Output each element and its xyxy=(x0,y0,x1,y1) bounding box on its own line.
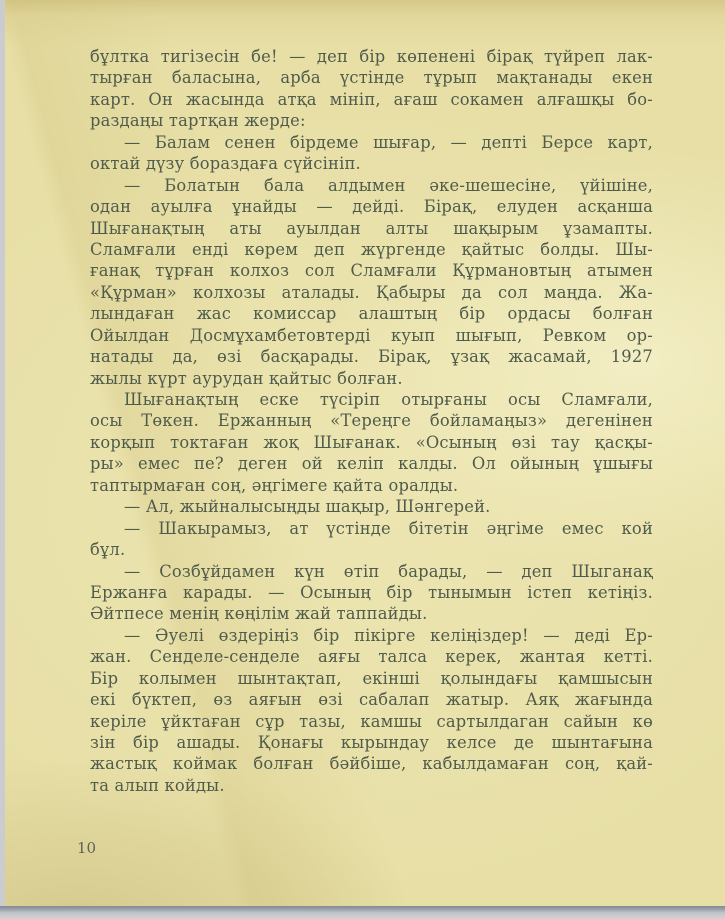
scan-bottom-edge xyxy=(0,906,725,919)
text-line: екі бүктеп, өз аяғын өзі сабалап жатыр. Аяқ жағында xyxy=(90,690,653,710)
text-line: октай дүзу бораздаға сүйсініп. xyxy=(90,154,361,174)
text-line: ғанақ тұрған колхоз сол Сламғали Құрмановтың атымен xyxy=(90,261,653,281)
text-line: жылы күрт аурудан қайтыс болған. xyxy=(90,368,403,388)
text-line: — Болатын бала алдымен әке-шешесіне, үйішіне, xyxy=(124,175,653,195)
text-line: «Құрман» колхозы аталады. Қабыры да сол маңда. Жа- xyxy=(90,282,653,302)
text-line: Ержанға карады. — Осының бір тынымын істеп кетіңіз. xyxy=(90,582,653,602)
text-line: натады да, өзі басқарады. Бірақ, ұзақ жасамай, 1927 xyxy=(90,347,653,367)
text-line: карт. Он жасында атқа мініп, ағаш сокамен алғашқы бо- xyxy=(90,89,653,109)
text-line: жастық коймак болған бәйбіше, кабылдамаған соң, қай- xyxy=(90,754,653,774)
text-line: бұл. xyxy=(90,540,126,560)
paper-sheet xyxy=(5,0,725,907)
text-line: зін бір ашады. Қонағы кырындау келсе де шынтағына xyxy=(90,733,653,752)
text-block xyxy=(90,46,653,796)
page-number: 10 xyxy=(77,839,97,857)
text-line: — Созбұйдамен күн өтіп барады, — деп Шыганақ xyxy=(124,561,653,581)
text-line: та алып койды. xyxy=(90,775,225,795)
text-line: ры» емес пе? деген ой келіп калды. Ол ойының ұшығы xyxy=(90,454,653,474)
text-line: — Шакырамыз, ат үстінде бітетін әңгіме емес кой xyxy=(124,518,653,538)
text-line: Бір колымен шынтақтап, екінші қолындағы қамшысын xyxy=(90,668,653,688)
text-line: — Балам сенен бірдеме шығар, — депті Берсе карт, xyxy=(124,132,653,152)
text-line: Шығанақтың еске түсіріп отырғаны осы Сламғали, xyxy=(124,390,653,409)
text-line: осы Төкен. Ержанның «Тереңге бойламаңыз» дегенінен xyxy=(90,411,653,431)
text-line: керіле ұйктаған сұр тазы, камшы сартылдаган сайын кө xyxy=(90,711,653,731)
text-line: Ойылдан Досмұхамбетовтерді куып шығып, Ревком ор- xyxy=(90,325,653,345)
text-line: таптырмаған соң, әңгімеге қайта оралды. xyxy=(90,475,459,495)
text-line: Шығанақтың аты ауылдан алты шақырым ұзамапты. xyxy=(90,218,653,238)
text-line: Әйтпесе менің көңілім жай таппайды. xyxy=(90,604,428,624)
text-line: — Ал, жыйналысыңды шақыр, Шәнгерей. xyxy=(124,497,491,517)
text-line: лындаған жас комиссар алаштың бір ордасы болған xyxy=(90,304,653,324)
text-line: жан. Сенделе-сенделе аяғы талса керек, жантая кетті. xyxy=(90,647,653,667)
text-line: бұлтка тигізесін бе! — деп бір көпенені бірақ түйреп лак- xyxy=(90,47,653,66)
text-line: одан ауылға ұнайды — дейді. Бірақ, елуден асқанша xyxy=(90,197,653,217)
text-line: — Әуелі өздеріңіз бір пікірге келіңіздер! — деді Ер- xyxy=(124,625,653,645)
text-line: раздаңы тартқан жерде: xyxy=(90,111,306,131)
text-line: Сламғали енді көрем деп жүргенде қайтыс болды. Шы- xyxy=(90,239,653,259)
text-line: тырған баласына, арба үстінде тұрып мақтанады екен xyxy=(90,68,653,88)
text-line: корқып токтаған жоқ Шығанак. «Осының өзі тау қасқы- xyxy=(90,432,653,452)
